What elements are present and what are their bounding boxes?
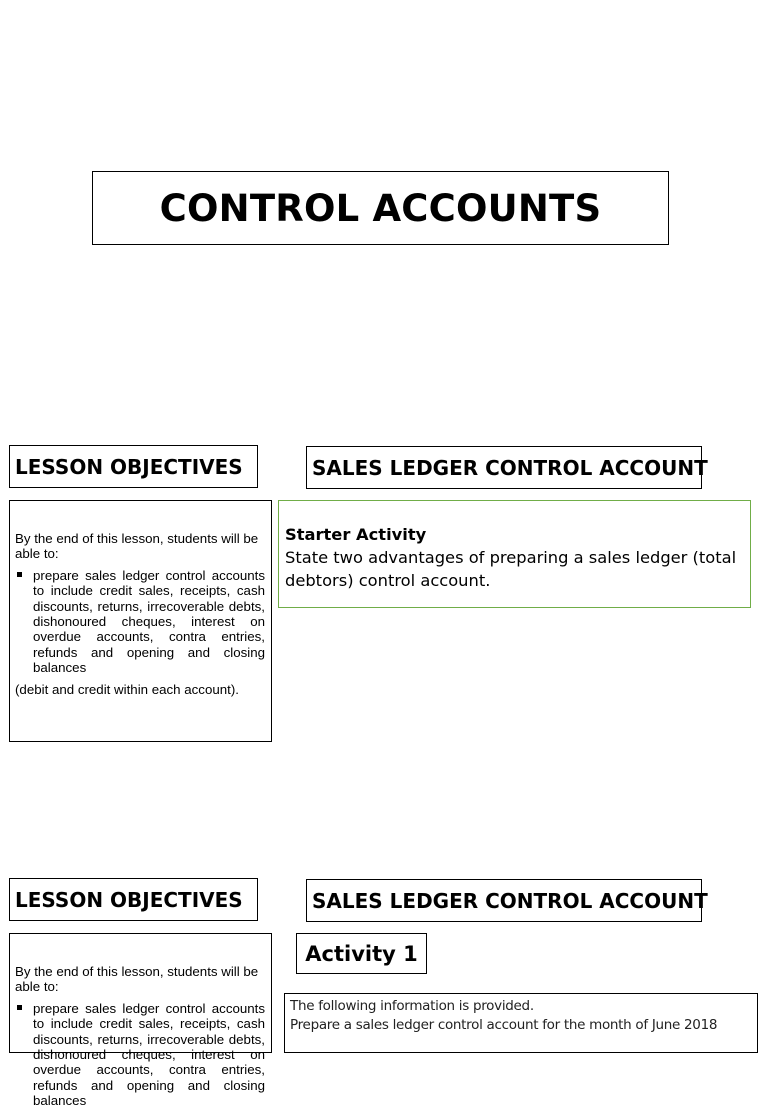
starter-activity-text: State two advantages of preparing a sales ledger (total debtors) control account. (285, 548, 737, 590)
lesson-objectives-label-2: LESSON OBJECTIVES (15, 887, 243, 912)
objectives-list-2 (15, 1001, 265, 1109)
lesson-objectives-label: LESSON OBJECTIVES (15, 454, 243, 479)
page-title: CONTROL ACCOUNTS (159, 186, 602, 230)
info-line-1: The following information is provided. (290, 998, 534, 1014)
objectives-box-2 (9, 933, 272, 1109)
activity-info-image (284, 993, 758, 1053)
info-line-2: Prepare a sales ledger control account for the month of June 2018 (290, 1017, 718, 1033)
topic-label: SALES LEDGER CONTROL ACCOUNT (312, 455, 708, 480)
objectives-note: (debit and credit within each account). (15, 681, 239, 697)
topic-header-2 (306, 879, 708, 922)
activity-box (296, 933, 427, 974)
lesson-objectives-header-2 (9, 878, 258, 921)
starter-activity-title: Starter Activity (285, 525, 427, 544)
objectives-intro-2: By the end of this lesson, students will be able to: (15, 964, 259, 995)
lesson-objectives-header (9, 445, 258, 488)
topic-label-2: SALES LEDGER CONTROL ACCOUNT (312, 888, 708, 913)
objectives-box (9, 500, 272, 742)
starter-activity-box (278, 500, 751, 608)
objectives-list (15, 568, 265, 676)
objectives-bullet-2: prepare sales ledger control accounts to include credit sales, receipts, cash discounts, returns, irrecoverable debts, dishonoured cheques, interest on overdue accounts, contra entries, refunds and opening and closing balances (33, 1000, 265, 1109)
objectives-bullet: prepare sales ledger control accounts to include credit sales, receipts, cash discounts, returns, irrecoverable debts, dishonoured cheques, interest on overdue accounts, contra entries, refunds and opening and closing balances (33, 567, 265, 676)
objectives-intro: By the end of this lesson, students will be able to: (15, 531, 259, 562)
activity-label: Activity 1 (305, 941, 418, 966)
title-box (92, 171, 669, 245)
topic-header (306, 446, 708, 489)
